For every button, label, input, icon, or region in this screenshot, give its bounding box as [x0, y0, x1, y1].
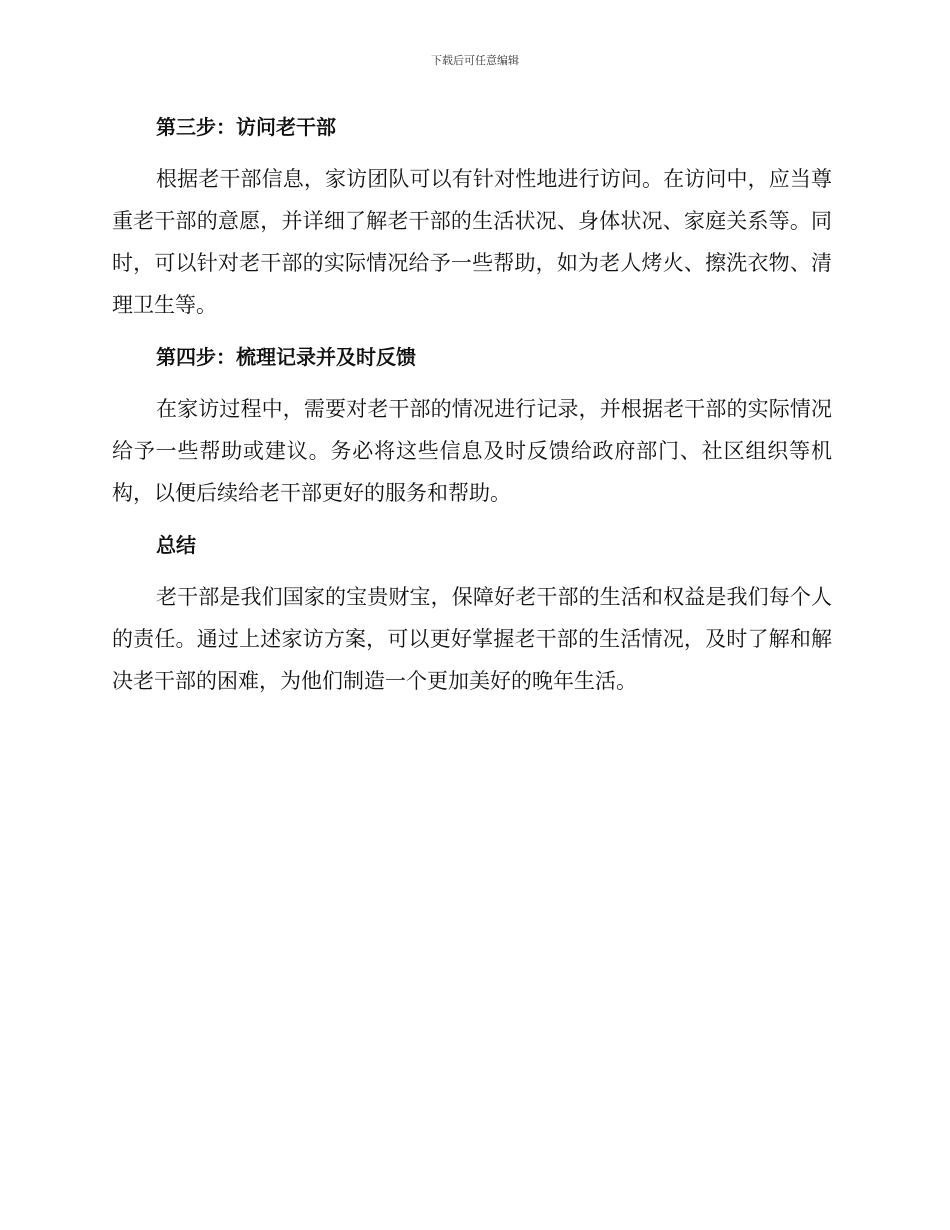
- document-body: [112, 108, 832, 714]
- page-header-note: 下载后可任意编辑: [431, 54, 519, 67]
- section-paragraph-summary: 老干部是我们国家的宝贵财宝，保障好老干部的生活和权益是我们每个人的责任。通过上述家访方案，可以更好掌握老干部的生活情况，及时了解和解决老干部的困难，为他们制造一个更加美好的晚年生活。: [112, 585, 832, 693]
- section-heading-step-three: 第三步：访问老干部: [156, 115, 336, 139]
- section-heading-summary: 总结: [156, 533, 196, 557]
- section-paragraph-step-three: 根据老干部信息，家访团队可以有针对性地进行访问。在访问中，应当尊重老干部的意愿，并详细了解老干部的生活状况、身体状况、家庭关系等。同时，可以针对老干部的实际情况给予一些帮助，如为老人烤火、擦洗衣物、清理卫生等。: [112, 167, 832, 317]
- section-paragraph-step-four: 在家访过程中，需要对老干部的情况进行记录，并根据老干部的实际情况给予一些帮助或建议。务必将这些信息及时反馈给政府部门、社区组织等机构，以便后续给老干部更好的服务和帮助。: [112, 397, 832, 505]
- section-heading-step-four: 第四步：梳理记录并及时反馈: [156, 345, 416, 369]
